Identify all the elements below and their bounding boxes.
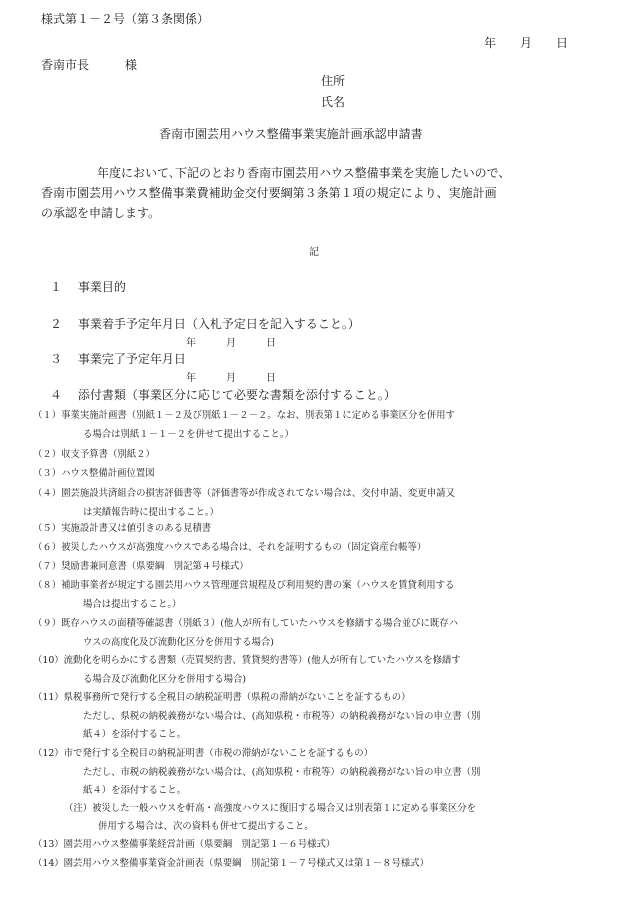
attachment-item-cont: ただし、県税の納税義務がない場合は、(高知県税・市税等）の納税義務がない旨の申立書（別 [83,711,481,722]
attachment-item-cont: 場合は提出すること。） [83,599,182,610]
section-3-date-value: 年 月 日 [186,373,276,384]
attachment-item: （２）収支予算書（別紙２） [33,449,155,460]
attachment-item-cont: 紙４）を添付すること。 [83,785,187,796]
attachment-note-cont: 併用する場合は、次の資料も併せて提出すること。 [98,821,314,832]
attachment-item: （７）奨励書兼同意書（県要綱 別記第４号様式） [33,561,249,572]
attachment-item: （３）ハウス整備計画位置図 [33,468,155,479]
attachment-item: （11）県税事務所で発行する全税目の納税証明書（県税の滞納がないことを証するもの） [33,692,411,703]
section-1-purpose: １ 事業目的 [50,280,126,294]
attachment-item: （13）園芸用ハウス整備事業経営計画（県要綱 別記第１－６号様式） [33,839,336,850]
address-label: 住所 [321,74,346,88]
attachment-item: （８）補助事業者が規定する園芸用ハウス管理運営規程及び利用契約書の案（ハウスを賃貸利用する [33,580,455,591]
attachment-note: （注）被災した一般ハウスを軒高・高強度ハウスに復旧する場合又は別表第１に定める事業区分を [64,803,476,814]
attachment-item-cont: は実績報告時に提出すること。） [83,507,219,518]
attachment-item: （６）被災したハウスが高強度ハウスである場合は、それを証明するもの（固定資産台帳等） [33,542,427,553]
section-3-completion-date: ３ 事業完了予定年月日 [50,352,186,366]
intro-line-2: 香南市園芸用ハウス整備事業費補助金交付要綱第３条第１項の規定により、実施計画 [41,186,497,200]
attachment-item: （14）園芸用ハウス整備事業資金計画表（県要綱 別記第１－７号様式又は第１－８号様式） [33,858,430,869]
document-title: 香南市園芸用ハウス整備事業実施計画承認申請書 [159,127,423,141]
attachment-item: （９）既存ハウスの面積等確認書（別紙３）(他人が所有していたハウスを修繕する場合並びに既存ハ [33,618,458,629]
section-2-start-date: ２ 事業着手予定年月日（入札予定日を記入すること。） [50,317,360,331]
submission-date: 年 月 日 [484,36,569,50]
attachment-item: （１）事業実施計画書（別紙１－２及び別紙１－２－２。なお、別表第１に定める事業区分を併用す [33,410,455,421]
attachment-item-cont: ウスの高度化及び流動化区分を併用する場合) [83,637,274,648]
section-4-attachments: ４ 添付書類（事業区分に応じて必要な書類を添付すること。） [50,388,396,402]
attachment-item-cont: ただし、市税の納税義務がない場合は、(高知県税・市税等）の納税義務がない旨の申立書（別 [83,767,481,778]
attachment-item-cont: る場合及び流動化区分を併用する場合) [83,674,247,685]
addressee: 香南市長 様 [41,58,138,72]
attachment-item: （10）流動化を明らかにする書類（売買契約書、賃貸契約書等）(他人が所有していたハウスを修繕す [33,655,461,666]
attachment-item: （４）園芸施設共済組合の損害評価書等（評価書等が作成されてない場合は、交付申請、変更申請又 [33,488,455,499]
intro-line-1: 年度において､下記のとおり香南市園芸用ハウス整備事業を実施したいので、 [97,166,511,180]
ki-heading: 記 [309,247,319,258]
attachment-item-cont: る場合は別紙１－１－２を併せて提出すること。） [83,429,294,440]
section-2-date-value: 年 月 日 [186,338,276,349]
attachment-item-cont: 紙４）を添付すること。 [83,729,187,740]
name-label: 氏名 [321,95,346,109]
intro-line-3: の承認を申請します。 [41,206,161,220]
form-number: 様式第１－２号（第３条関係） [41,12,210,26]
attachment-item: （12）市で発行する全税目の納税証明書（市税の滞納がないことを証するもの） [33,748,374,759]
attachment-item: （５）実施設計書又は値引きのある見積書 [33,523,212,534]
